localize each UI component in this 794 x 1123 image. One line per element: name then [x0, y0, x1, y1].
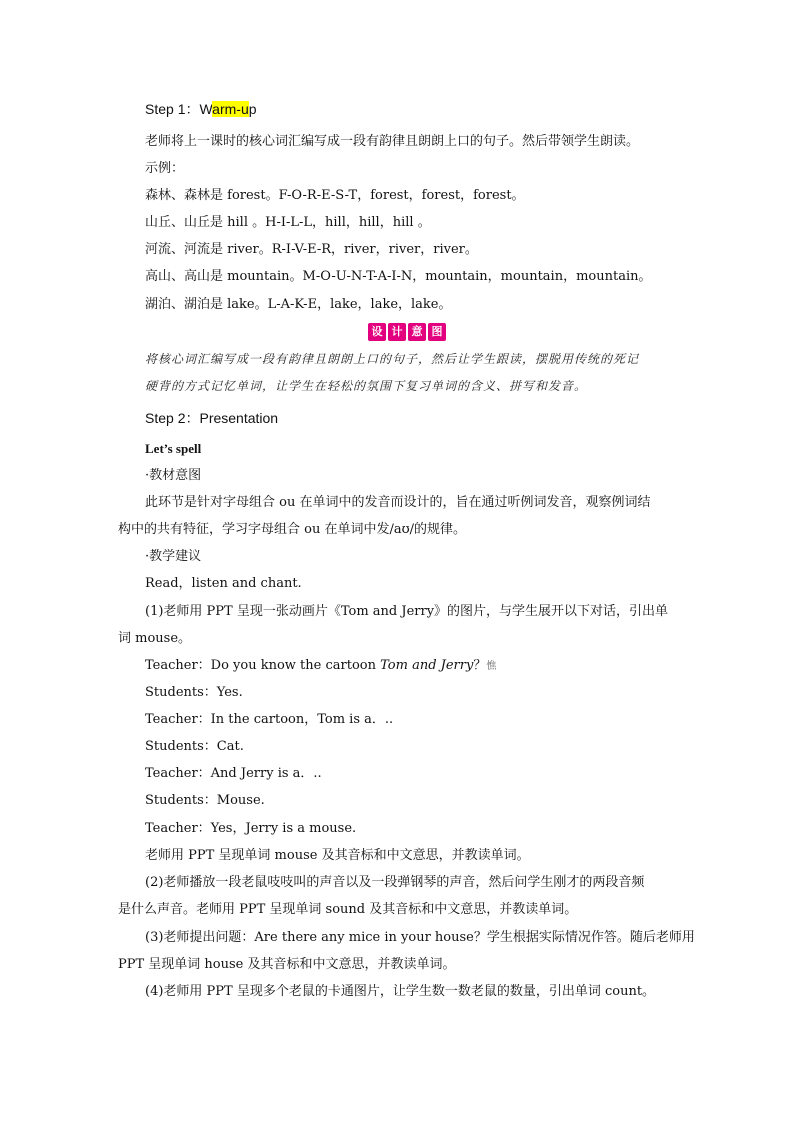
- step1-title-highlight: arm-u: [212, 101, 249, 117]
- dialogue-1-stray-char: 憔: [486, 661, 497, 672]
- read-listen-chant: Read，listen and chant.: [145, 576, 302, 591]
- dialogue-line-3: Teacher：In the cartoon，Tom is a．..: [145, 712, 394, 727]
- lets-spell-heading: Let’s spell: [145, 441, 202, 456]
- textbook-intent-line-2: 构中的共有特征，学习字母组合 ou 在单词中发/aʊ/的规律。: [118, 522, 467, 537]
- dialogue-line-2: Students：Yes.: [145, 685, 243, 700]
- step1-title-part-a: Step 1：W: [145, 101, 213, 117]
- teaching-advice-label: ·教学建议: [145, 549, 202, 564]
- item4-line: (4)老师用 PPT 呈现多个老鼠的卡通图片，让学生数一数老鼠的数量，引出单词 count。: [145, 984, 656, 999]
- badge-char-4: 图: [428, 323, 446, 341]
- step1-intro: 老师将上一课时的核心词汇编写成一段有韵律且朗朗上口的句子。然后带领学生朗读。: [145, 134, 640, 149]
- design-intent-line-2: 硬背的方式记忆单词，让学生在轻松的氛围下复习单词的含义、拼写和发音。: [145, 379, 588, 393]
- badge-char-3: 意: [408, 323, 426, 341]
- dialogue-line-7: Teacher：Yes，Jerry is a mouse.: [145, 821, 357, 836]
- dialogue-line-6: Students：Mouse.: [145, 793, 265, 808]
- example-label: 示例：: [145, 161, 185, 176]
- badge-char-1: 设: [368, 323, 386, 341]
- dialogue-1-question-mark: ？: [473, 658, 487, 673]
- textbook-intent-line-1: 此环节是针对字母组合 ou 在单词中的发音而设计的，旨在通过听例词发音，观察例词结: [145, 495, 651, 510]
- item2-line-1: (2)老师播放一段老鼠吱吱叫的声音以及一段弹钢琴的声音，然后问学生刚才的两段音频: [145, 875, 645, 890]
- step2-title: Step 2：Presentation: [145, 410, 279, 426]
- design-intent-line-1: 将核心词汇编写成一段有韵律且朗朗上口的句子，然后让学生跟读，摆脱用传统的死记: [145, 352, 640, 366]
- dialogue-line-5: Teacher：And Jerry is a．..: [145, 766, 322, 781]
- item1-line-1: (1)老师用 PPT 呈现一张动画片《Tom and Jerry》的图片，与学生展开以下对话，引出单: [145, 604, 669, 619]
- chant-line-4: 高山、高山是 mountain。M-O-U-N-T-A-I-N，mountain，mountain，mountain。: [145, 269, 652, 284]
- item1-line-2: 词 mouse。: [118, 631, 192, 646]
- dialogue-1-title-italic: Tom and Jerry: [380, 658, 474, 673]
- item3-line-1: (3)老师提出问题：Are there any mice in your house？学生根据实际情况作答。随后老师用: [145, 930, 695, 945]
- badge-char-2: 计: [388, 323, 406, 341]
- item2-line-2: 是什么声音。老师用 PPT 呈现单词 sound 及其音标和中文意思，并教读单词。: [118, 902, 578, 917]
- chant-line-2: 山丘、山丘是 hill 。H-I-L-L，hill，hill，hill 。: [145, 215, 431, 230]
- after-dialogue-text: 老师用 PPT 呈现单词 mouse 及其音标和中文意思，并教读单词。: [145, 848, 530, 863]
- textbook-intent-label: ·教材意图: [145, 468, 202, 483]
- item3-line-2: PPT 呈现单词 house 及其音标和中文意思，并教读单词。: [118, 957, 456, 972]
- step1-title-part-c: p: [248, 101, 257, 117]
- chant-line-1: 森林、森林是 forest。F-O-R-E-S-T，forest，forest，forest。: [145, 188, 525, 203]
- dialogue-line-4: Students：Cat.: [145, 739, 244, 754]
- chant-line-5: 湖泊、湖泊是 lake。L-A-K-E，lake，lake，lake。: [145, 297, 452, 312]
- chant-line-3: 河流、河流是 river。R-I-V-E-R，river，river，river。: [145, 242, 478, 257]
- dialogue-line-1: [145, 657, 496, 676]
- design-intent-badge: [368, 323, 446, 341]
- step1-title: [145, 100, 257, 118]
- dialogue-1-text: Teacher：Do you know the cartoon: [145, 658, 381, 673]
